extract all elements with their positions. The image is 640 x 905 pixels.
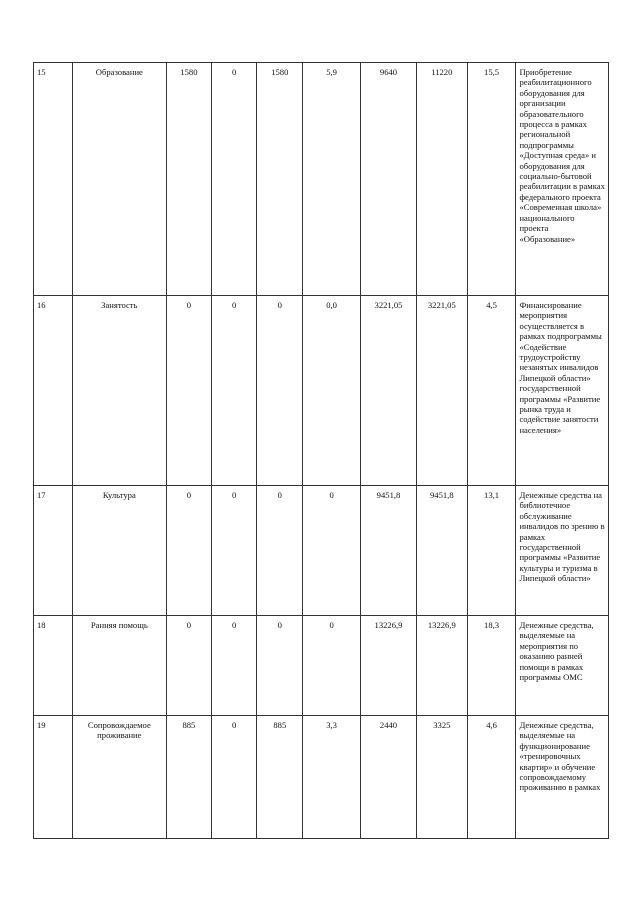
value-cell: 0: [257, 486, 303, 616]
table-row: [34, 616, 609, 716]
table-row: [34, 63, 609, 296]
note-cell: Приобретение реабилитационного оборудования для организации образовательного процесса в рамках региональной подпрограммы «Доступная среда» и оборудования для социально-бытовой реабилитации в рамках федерального проекта «Современная школа» национального проекта «Образование»: [516, 63, 609, 296]
value-cell: 0: [303, 486, 361, 616]
value-cell: 3,3: [303, 716, 361, 839]
value-cell: 9451,8: [361, 486, 417, 616]
row-name: Образование: [72, 63, 166, 296]
value-cell: 13226,9: [361, 616, 417, 716]
row-name: Культура: [72, 486, 166, 616]
value-cell: 11220: [416, 63, 467, 296]
value-cell: 13226,9: [416, 616, 467, 716]
note-cell: Финансирование мероприятия осуществляется в рамках подпрограммы «Содействие трудоустройству незанятых инвалидов Липецкой области» государственной программы «Развитие рынка труда и содействие занятости населения»: [516, 296, 609, 486]
table-row: [34, 296, 609, 486]
value-cell: 0: [211, 716, 257, 839]
value-cell: 0: [303, 616, 361, 716]
value-cell: 13,1: [467, 486, 516, 616]
budget-table: [33, 62, 609, 839]
value-cell: 2440: [361, 716, 417, 839]
value-cell: 1580: [257, 63, 303, 296]
value-cell: 885: [257, 716, 303, 839]
row-number: 17: [34, 486, 73, 616]
value-cell: 18,3: [467, 616, 516, 716]
value-cell: 3221,05: [416, 296, 467, 486]
value-cell: 5,9: [303, 63, 361, 296]
value-cell: 3221,05: [361, 296, 417, 486]
value-cell: 0: [211, 616, 257, 716]
note-cell: Денежные средства, выделяемые на мероприятия по оказанию ранней помощи в рамках программы ОМС: [516, 616, 609, 716]
value-cell: 0: [167, 486, 212, 616]
row-name: Занятость: [72, 296, 166, 486]
value-cell: 0: [211, 486, 257, 616]
value-cell: 0: [211, 296, 257, 486]
value-cell: 0: [257, 616, 303, 716]
value-cell: 9451,8: [416, 486, 467, 616]
value-cell: 0: [167, 296, 212, 486]
value-cell: 4,5: [467, 296, 516, 486]
value-cell: 0: [257, 296, 303, 486]
value-cell: 4,6: [467, 716, 516, 839]
value-cell: 0,0: [303, 296, 361, 486]
value-cell: 3325: [416, 716, 467, 839]
value-cell: 15,5: [467, 63, 516, 296]
row-number: 16: [34, 296, 73, 486]
table-row: [34, 716, 609, 839]
row-number: 15: [34, 63, 73, 296]
value-cell: 1580: [167, 63, 212, 296]
table-row: [34, 486, 609, 616]
note-cell: Денежные средства на библиотечное обслуживание инвалидов по зрению в рамках государственной программы «Развитие культуры и туризма в Липецкой области»: [516, 486, 609, 616]
value-cell: 9640: [361, 63, 417, 296]
row-name: Сопровождаемое проживание: [72, 716, 166, 839]
value-cell: 885: [167, 716, 212, 839]
value-cell: 0: [167, 616, 212, 716]
note-cell: Денежные средства, выделяемые на функционирование «тренировочных квартир» и обучение сопровождаемому проживанию в рамках: [516, 716, 609, 839]
row-name: Ранняя помощь: [72, 616, 166, 716]
value-cell: 0: [211, 63, 257, 296]
row-number: 18: [34, 616, 73, 716]
row-number: 19: [34, 716, 73, 839]
